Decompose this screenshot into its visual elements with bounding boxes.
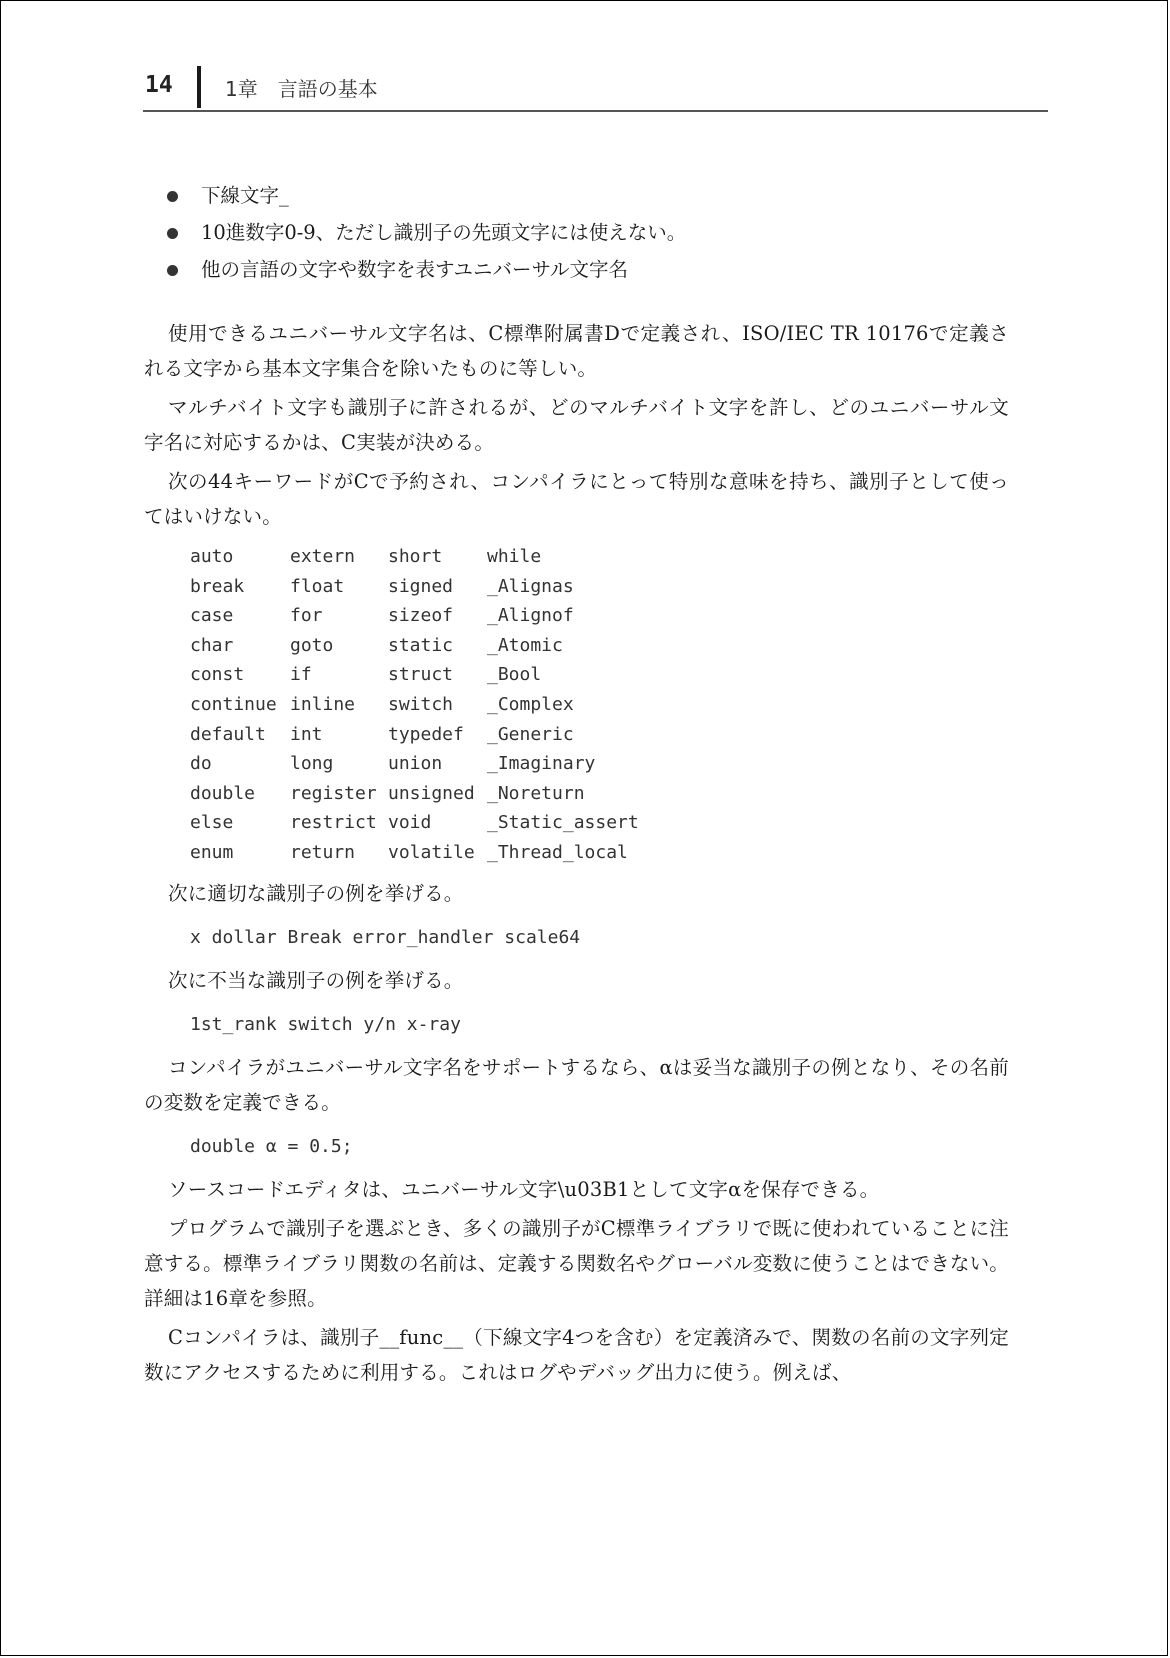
- list-item-text: 他の言語の文字や数字を表すユニバーサル文字名: [201, 258, 629, 281]
- list-item: [144, 214, 1009, 251]
- keyword-cell: for: [290, 605, 323, 627]
- paragraph: プログラムで識別子を選ぶとき、多くの識別子がC標準ライブラリで既に使われていることに注意する。標準ライブラリ関数の名前は、定義する関数名やグローバル変数に使うことはできない。詳細は16章を参照。: [144, 1216, 1009, 1310]
- list-item: [144, 251, 1009, 288]
- page-number: 14: [145, 72, 173, 98]
- page-header: [143, 64, 1048, 112]
- keyword-row: [190, 808, 639, 838]
- code-alpha-example: double α = 0.5;: [190, 1135, 353, 1157]
- keyword-table: [190, 542, 639, 868]
- header-divider-bar: [197, 66, 201, 108]
- keyword-cell: switch: [388, 693, 454, 715]
- paragraph: 使用できるユニバーサル文字名は、C標準附属書Dで定義され、ISO/IEC TR 10176で定義される文字から基本文字集合を除いたものに等しい。: [144, 322, 1009, 380]
- keyword-cell: extern: [290, 546, 356, 567]
- keyword-row: [190, 720, 639, 750]
- keyword-cell: _Imaginary: [487, 753, 596, 775]
- keyword-row: [190, 838, 639, 868]
- keyword-cell: long: [290, 753, 334, 775]
- keyword-cell: enum: [190, 841, 234, 863]
- paragraph: ソースコードエディタは、ユニバーサル文字\u03B1として文字αを保存できる。: [168, 1177, 880, 1201]
- keyword-cell: restrict: [290, 812, 377, 834]
- keyword-cell: _Alignas: [487, 575, 574, 597]
- bullet-icon: [167, 265, 178, 276]
- keyword-cell: _Bool: [487, 664, 542, 686]
- keyword-cell: else: [190, 812, 234, 834]
- paragraph: Cコンパイラは、識別子__func__（下線文字4つを含む）を定義済みで、関数の名前の文字列定数にアクセスするために利用する。これはログやデバッグ出力に使う。例えば、: [144, 1325, 1009, 1384]
- keyword-cell: case: [190, 605, 234, 627]
- keyword-row: [190, 660, 639, 690]
- keyword-cell: sizeof: [388, 605, 454, 627]
- keyword-cell: char: [190, 634, 234, 656]
- keyword-cell: auto: [190, 546, 234, 567]
- keyword-cell: default: [190, 723, 266, 745]
- code-valid-identifiers: x dollar Break error_handler scale64: [190, 926, 581, 948]
- page-body: [144, 177, 1009, 1390]
- paragraph: コンパイラがユニバーサル文字名をサポートするなら、αは妥当な識別子の例となり、その名前の変数を定義できる。: [144, 1055, 1009, 1114]
- keyword-cell: typedef: [388, 723, 464, 745]
- keyword-cell: _Complex: [487, 693, 574, 715]
- paragraph: 次に適切な識別子の例を挙げる。: [168, 881, 464, 905]
- keyword-cell: double: [190, 782, 256, 804]
- keyword-cell: _Alignof: [487, 605, 574, 627]
- paragraph: 次の44キーワードがCで予約され、コンパイラにとって特別な意味を持ち、識別子として使ってはいけない。: [144, 470, 1009, 528]
- bullet-icon: [167, 191, 178, 202]
- keyword-cell: _Generic: [487, 723, 574, 745]
- keyword-cell: return: [290, 841, 356, 863]
- keyword-cell: unsigned: [388, 782, 475, 804]
- keyword-cell: union: [388, 753, 443, 775]
- list-item-text: 10進数字0-9、ただし識別子の先頭文字には使えない。: [201, 221, 687, 244]
- keyword-row: [190, 542, 639, 572]
- keyword-row: [190, 601, 639, 631]
- code-invalid-identifiers: 1st_rank switch y/n x-ray: [190, 1013, 461, 1035]
- keyword-cell: signed: [388, 575, 454, 597]
- keyword-cell: goto: [290, 634, 334, 656]
- chapter-title: 1章 言語の基本: [225, 77, 378, 101]
- keyword-cell: struct: [388, 664, 454, 686]
- keyword-cell: do: [190, 753, 212, 775]
- keyword-cell: const: [190, 664, 245, 686]
- keyword-cell: volatile: [388, 841, 475, 863]
- keyword-cell: _Noreturn: [487, 782, 585, 804]
- keyword-row: [190, 749, 639, 779]
- keyword-row: [190, 690, 639, 720]
- keyword-row: [190, 631, 639, 661]
- keyword-row: [190, 572, 639, 602]
- list-item-text: 下線文字_: [201, 184, 289, 207]
- keyword-cell: inline: [290, 693, 356, 715]
- keyword-cell: if: [290, 664, 312, 686]
- keyword-cell: _Static_assert: [487, 812, 639, 834]
- keyword-cell: while: [487, 546, 542, 567]
- keyword-cell: _Atomic: [487, 634, 563, 656]
- keyword-cell: break: [190, 575, 245, 597]
- header-rule: [143, 110, 1048, 112]
- keyword-cell: int: [290, 723, 323, 745]
- keyword-cell: continue: [190, 693, 277, 715]
- paragraph: マルチバイト文字も識別子に許されるが、どのマルチバイト文字を許し、どのユニバーサル文字名に対応するかは、C実装が決める。: [144, 396, 1009, 454]
- bullet-icon: [167, 228, 178, 239]
- bullet-list: [144, 177, 1009, 288]
- keyword-cell: static: [388, 634, 454, 656]
- keyword-cell: register: [290, 782, 377, 804]
- keyword-cell: short: [388, 546, 443, 567]
- keyword-cell: void: [388, 812, 432, 834]
- paragraph: 次に不当な識別子の例を挙げる。: [168, 968, 464, 992]
- keyword-cell: _Thread_local: [487, 841, 628, 863]
- keyword-row: [190, 779, 639, 809]
- keyword-cell: float: [290, 575, 345, 597]
- list-item: [144, 177, 1009, 214]
